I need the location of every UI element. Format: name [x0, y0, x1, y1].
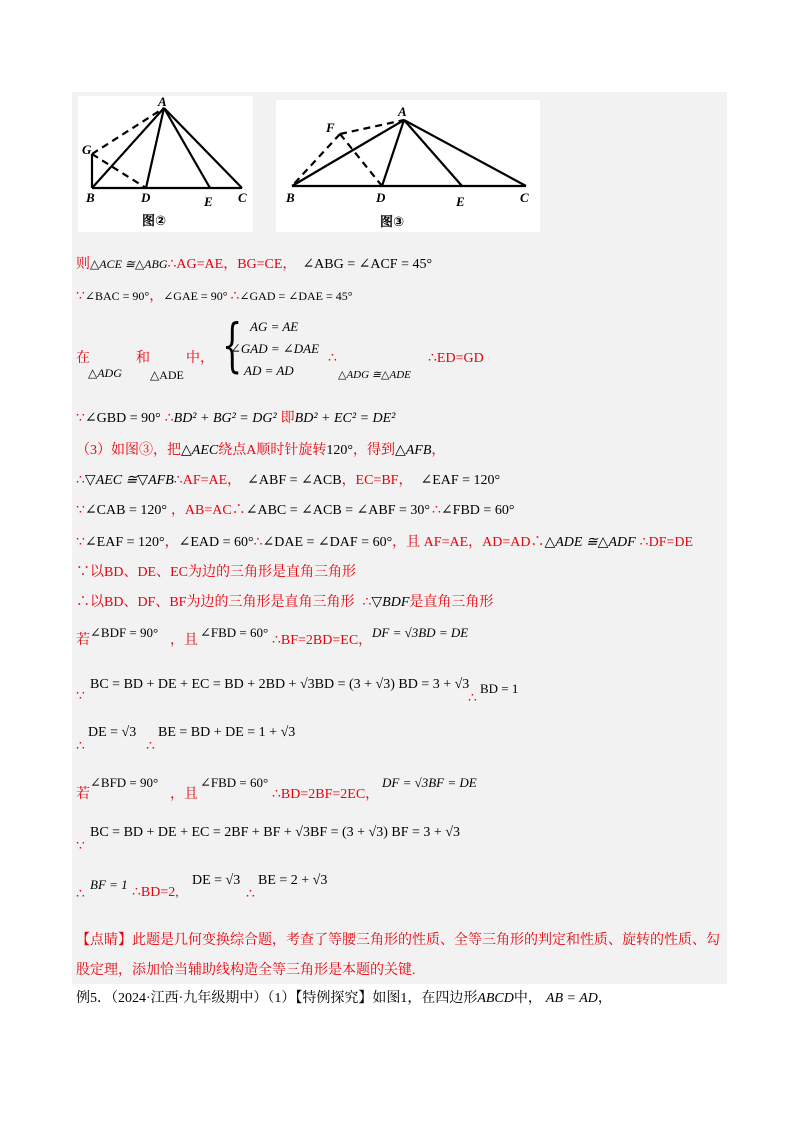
math-bfd-90: ∠BFD = 90° — [90, 775, 159, 790]
label-e: E — [456, 194, 465, 209]
math: BD² + BG² = DG² — [173, 411, 277, 426]
text: ∴DF=DE — [639, 535, 694, 550]
text: ，AB=AC∴ — [170, 503, 246, 518]
text-therefore: ∴ — [146, 739, 155, 754]
math-de-sqrt3: DE = √3 — [88, 725, 137, 740]
text: 是直角三角形 — [409, 595, 494, 610]
text-zhong: 中， — [186, 351, 214, 366]
math-fbd-60: ∠FBD = 60° — [200, 625, 269, 640]
label-a: A — [398, 104, 407, 119]
figure-3-diagram — [276, 100, 540, 232]
segment-ad — [146, 108, 164, 188]
dashed-bf — [292, 134, 340, 186]
label-g: G — [82, 142, 92, 157]
text-qie: ，且 — [170, 633, 198, 648]
math: ∠BAC = 90° — [84, 289, 150, 303]
math-bd-1: BD = 1 — [480, 681, 519, 696]
label-d: D — [376, 190, 386, 205]
text-therefore: ∴ — [246, 887, 255, 902]
math: ∠ABF = ∠ACB — [247, 473, 342, 488]
proof-line-5 — [76, 442, 445, 460]
math-be: BE = BD + DE = 1 + √3 — [158, 725, 296, 740]
text-bf-2bd: ∴BF=2BD=EC， — [272, 633, 373, 648]
note-line-1: 【点睛】此题是几何变换综合题，考查了等腰三角形的性质、全等三角形的判定和性质、旋转的性质、勾 — [76, 933, 720, 948]
proof-line-10 — [76, 594, 493, 612]
math-df-de: DF = √3BD = DE — [372, 625, 469, 640]
math: ∠GAD = ∠DAE = 45° — [239, 289, 353, 303]
text: 则 — [76, 257, 90, 272]
text-therefore: ∴ — [76, 887, 85, 902]
text: 绕点A顺时针旋转 — [218, 443, 327, 458]
math: ∠ABG = ∠ACF = 45° — [302, 257, 433, 272]
math-bdf-90: ∠BDF = 90° — [90, 625, 159, 640]
text: ∴ — [253, 535, 263, 550]
math-bc-sum: BC = BD + DE + EC = 2BF + BF + √3BF = (3 + √3) BF = 3 + √3 — [90, 825, 461, 840]
figure-2-caption: 图② — [142, 214, 167, 229]
math-bf-1: BF = 1 — [90, 877, 128, 892]
text-zai: 在 — [76, 351, 90, 366]
math: ∠DAE = ∠DAF = 60° — [262, 535, 393, 550]
proof-line-8 — [76, 534, 693, 552]
text: ， — [164, 535, 179, 550]
proof-line-2 — [76, 287, 353, 306]
text-therefore: ∴ — [328, 351, 337, 366]
text-therefore: ∴ — [468, 691, 477, 706]
text: ，EC=BF， — [341, 473, 413, 488]
label-c: C — [238, 190, 247, 205]
math-fbd-60: ∠FBD = 60° — [200, 775, 269, 790]
text-therefore: ∴ — [76, 739, 85, 754]
math: BD² + EC² = DE² — [294, 411, 396, 426]
text-bd-2: ∴BD=2, — [132, 885, 179, 900]
dashed-af — [340, 120, 404, 134]
text: ，且 AF=AE，AD=AD∴ — [392, 535, 545, 550]
math: ∠ABC = ∠ACB = ∠ABF = 30° — [245, 503, 431, 518]
segment-ae — [404, 120, 462, 186]
text: ∴以BD、DF、BF为边的三角形是直角三角形 — [76, 595, 355, 610]
text: ， — [149, 289, 164, 304]
text-ed-gd: ∴ED=GD — [428, 351, 484, 366]
math: AB = AD — [545, 991, 598, 1006]
proof-line-1 — [76, 255, 432, 274]
dashed-df — [340, 134, 382, 186]
segment-ab — [292, 120, 404, 186]
system-eq-1: AG = AE — [250, 319, 299, 334]
math-adg: △ADG — [88, 366, 122, 380]
text: 即 — [280, 411, 295, 426]
text: ∴AG=AE，BG=CE， — [167, 257, 297, 272]
proof-line-6 — [76, 472, 500, 490]
text: （3）如图③，把 — [76, 443, 181, 458]
text: ∴ — [230, 289, 240, 304]
math-bc-sum: BC = BD + DE + EC = BD + 2BD + √3BD = (3 + √3) BD = 3 + √3 — [90, 677, 470, 692]
system-brace: { — [222, 311, 243, 379]
text: ∴AF=AE， — [173, 473, 242, 488]
example-5 — [76, 990, 612, 1008]
text: ∵ — [76, 411, 85, 426]
text: ∵ — [76, 289, 85, 304]
system-eq-2: ∠GAD = ∠DAE — [230, 341, 320, 356]
text-bd-2bf: ∴BD=2BF=2EC， — [272, 787, 380, 802]
math: △ADE ≅△ADF — [544, 535, 636, 550]
label-f: F — [326, 120, 335, 135]
math: △ACE ≅△ABG — [90, 257, 168, 271]
math-df-de: DF = √3BF = DE — [382, 775, 477, 790]
segment-ac — [404, 120, 526, 186]
figure-2 — [78, 96, 253, 232]
text: ∵ — [76, 503, 85, 518]
label-b: B — [286, 190, 295, 205]
math: ∠CAB = 120° — [84, 503, 167, 518]
label-b: B — [86, 190, 95, 205]
label-d: D — [141, 190, 151, 205]
text-because: ∵ — [76, 689, 85, 704]
math: ∠EAF = 120° — [420, 473, 501, 488]
text-qie: ，且 — [170, 787, 198, 802]
label-a: A — [158, 96, 167, 109]
figure-3-caption: 图③ — [380, 215, 405, 230]
text-ruo: 若 — [76, 633, 90, 648]
math: ▽AEC ≅▽AFB — [84, 473, 174, 488]
math-ade: △ADE — [150, 368, 184, 382]
text: ∴ — [432, 503, 441, 518]
math: ∠GAE = 90° — [163, 289, 228, 303]
math: ▽BDF — [371, 595, 410, 610]
math: ∠FBD = 60° — [440, 503, 515, 518]
math: ∠EAF = 120° — [84, 535, 165, 550]
figure-3 — [276, 100, 540, 232]
math-be: BE = 2 + √3 — [258, 873, 328, 888]
note-line-2: 股定理，添加恰当辅助线构造全等三角形是本题的关键. — [76, 963, 416, 978]
text: ∴ — [164, 411, 174, 426]
text-because: ∵ — [76, 839, 85, 854]
proof-line-9: ∵以BD、DE、EC为边的三角形是直角三角形 — [76, 565, 356, 580]
math: △AFB — [394, 443, 432, 458]
text: 中， — [513, 991, 542, 1006]
math: △AEC — [181, 443, 219, 458]
math-de-sqrt3: DE = √3 — [192, 873, 241, 888]
text: 例5．（2024·江西·九年级期中）（1）【特例探究】如图1，在四边形 — [76, 991, 478, 1006]
math: ABCD — [477, 991, 514, 1006]
text: ，得到 — [352, 443, 395, 458]
text: ∴ — [76, 473, 85, 488]
math: ∠GBD = 90° — [84, 411, 161, 426]
text-he: 和 — [136, 351, 150, 366]
math-congruent: △ADG ≅△ADE — [338, 369, 411, 381]
label-c: C — [520, 190, 529, 205]
label-e: E — [204, 194, 213, 209]
text-ruo: 若 — [76, 787, 90, 802]
proof-line-7 — [76, 502, 514, 520]
text: ， — [431, 443, 446, 458]
math: 120° — [326, 443, 353, 458]
text: ， — [597, 991, 612, 1006]
text: ∴ — [362, 595, 372, 610]
proof-line-4 — [76, 410, 395, 428]
math: ∠EAD = 60° — [178, 535, 254, 550]
system-eq-3: AD = AD — [244, 363, 294, 378]
text: ∵ — [76, 535, 85, 550]
figure-2-diagram — [78, 96, 253, 232]
